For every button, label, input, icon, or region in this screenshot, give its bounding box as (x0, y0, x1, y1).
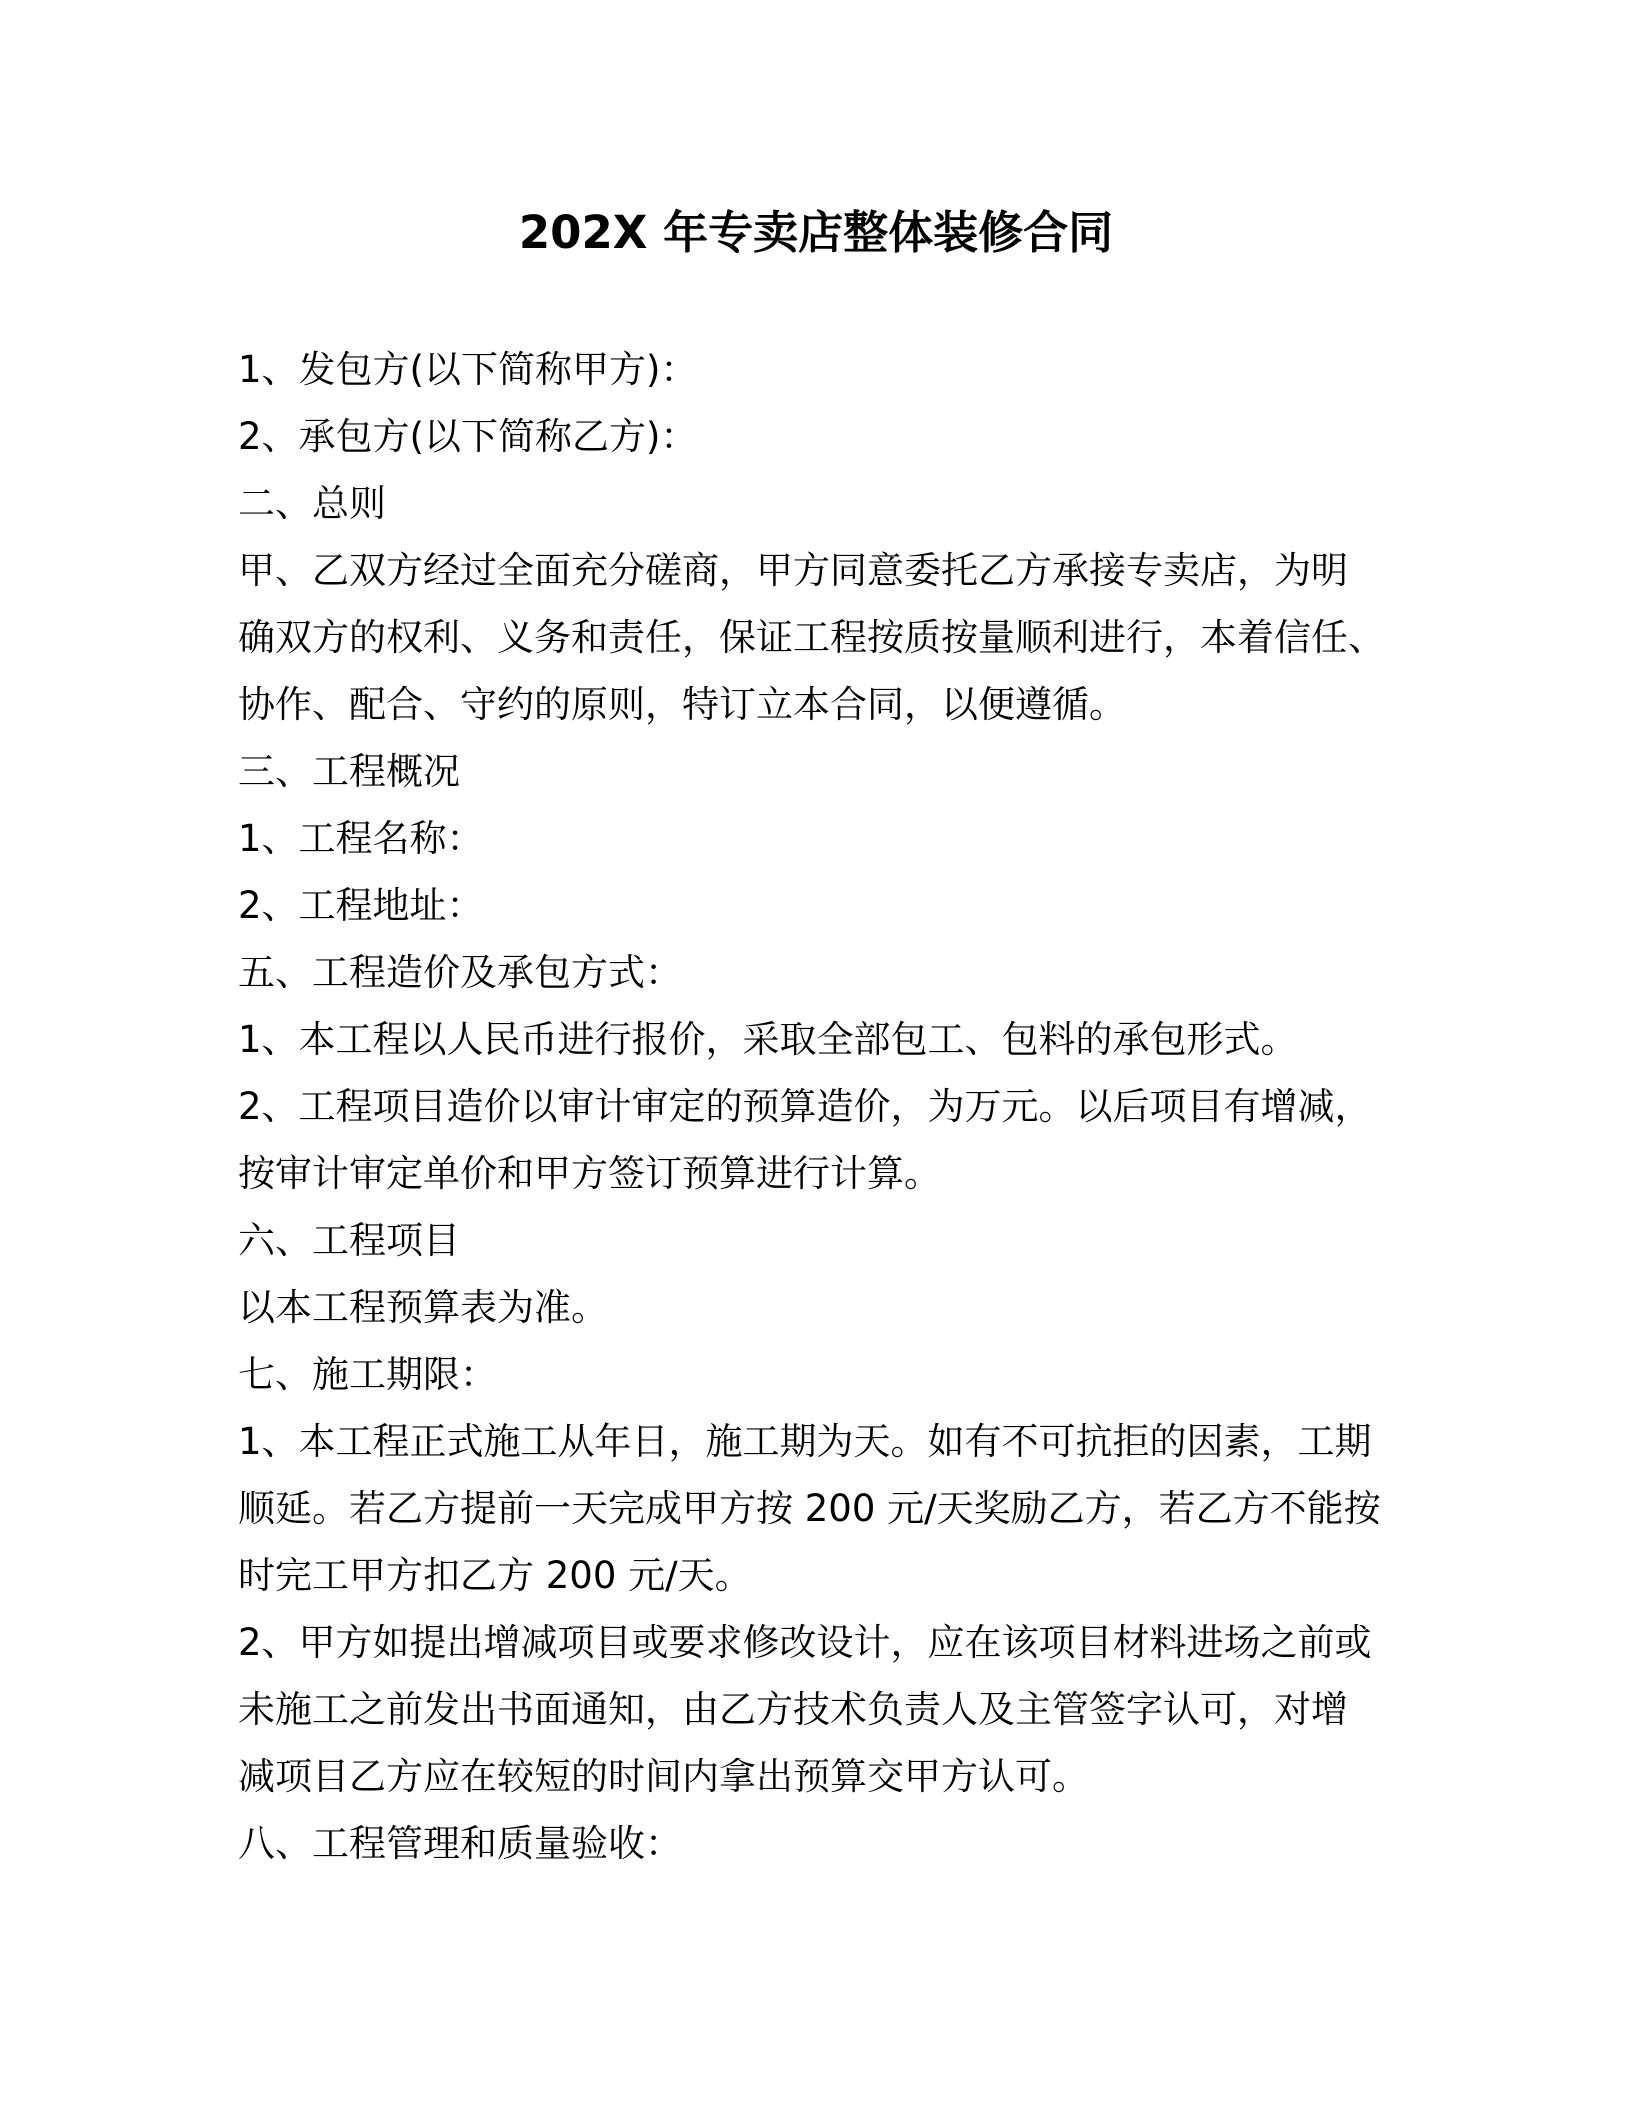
clause-period-2-line-1: 2、甲方如提出增减项目或要求修改设计，应在该项目材料进场之前或 (238, 1621, 1372, 1664)
paragraph-general-line-2: 确双方的权利、义务和责任，保证工程按质按量顺利进行，本着信任、 (238, 616, 1385, 659)
clause-project-address: 2、工程地址： (238, 884, 484, 927)
clause-period-1-line-2: 顺延。若乙方提前一天完成甲方按 200 元/天奖励乙方，若乙方不能按 (238, 1487, 1381, 1530)
paragraph-general-line-3: 协作、配合、守约的原则，特订立本合同，以便遵循。 (238, 683, 1126, 726)
clause-period-1-line-1: 1、本工程正式施工从年日，施工期为天。如有不可抗拒的因素，工期 (238, 1420, 1372, 1463)
clause-contractor: 2、承包方(以下简称乙方)： (238, 415, 698, 458)
clause-cost-2-line-2: 按审计审定单价和甲方签订预算进行计算。 (238, 1152, 941, 1195)
section-heading-period: 七、施工期限： (238, 1353, 497, 1396)
paragraph-items: 以本工程预算表为准。 (238, 1286, 608, 1329)
section-heading-overview: 三、工程概况 (238, 750, 460, 793)
clause-cost-2-line-1: 2、工程项目造价以审计审定的预算造价，为万元。以后项目有增减， (238, 1085, 1372, 1128)
clause-project-name: 1、工程名称： (238, 817, 484, 860)
document-body (238, 336, 1385, 1877)
clause-cost-1: 1、本工程以人民币进行报价，采取全部包工、包料的承包形式。 (238, 1018, 1298, 1061)
clause-period-2-line-3: 减项目乙方应在较短的时间内拿出预算交甲方认可。 (238, 1755, 1089, 1798)
clause-period-1-line-3: 时完工甲方扣乙方 200 元/天。 (238, 1554, 752, 1597)
section-heading-items: 六、工程项目 (238, 1219, 460, 1262)
clause-employer: 1、发包方(以下简称甲方)： (238, 348, 698, 391)
section-heading-management: 八、工程管理和质量验收： (238, 1822, 682, 1865)
section-heading-cost: 五、工程造价及承包方式： (238, 951, 682, 994)
clause-period-2-line-2: 未施工之前发出书面通知，由乙方技术负责人及主管签字认可，对增 (238, 1688, 1348, 1731)
section-heading-general: 二、总则 (238, 482, 386, 525)
document-title: 202X 年专卖店整体装修合同 (518, 206, 1114, 259)
paragraph-general-line-1: 甲、乙双方经过全面充分磋商，甲方同意委托乙方承接专卖店，为明 (238, 549, 1348, 592)
